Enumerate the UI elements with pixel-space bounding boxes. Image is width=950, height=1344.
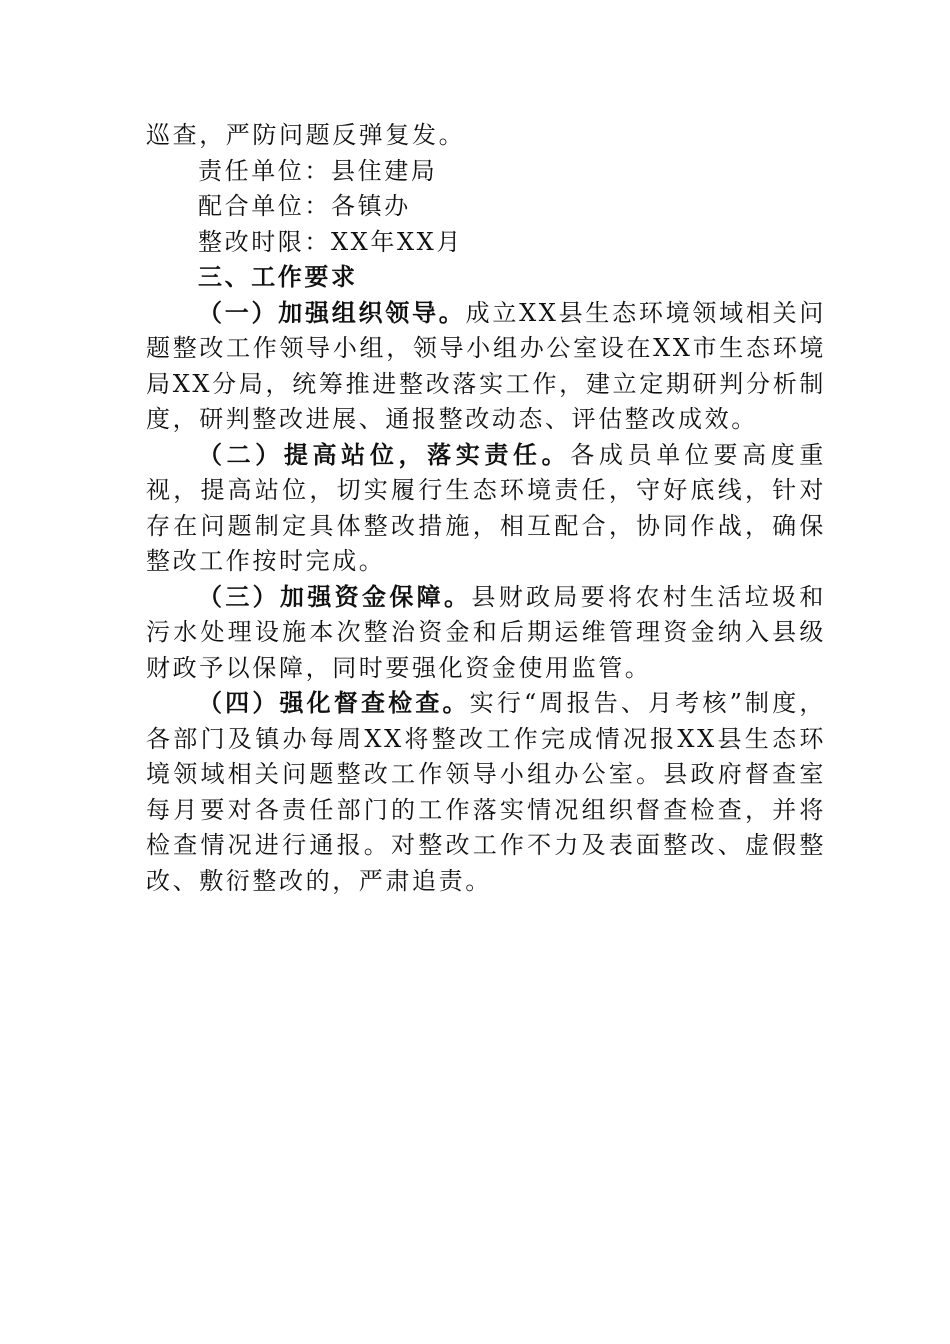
requirement-lead: （一）加强组织领导。 (198, 298, 466, 327)
requirement-paragraph (146, 580, 826, 687)
requirement-body: 实行“周报告、月考核”制度，各部门及镇办每周XX将整改工作完成情况报XX县生态环境领域相关问题整改工作领导小组办公室。县政府督查室每月要对各责任部门的工作落实情况组织督查检查，并将检查情况进行通报。对整改工作不力及表面整改、虚假整改、敷衍整改的，严肃追责。 (146, 689, 826, 895)
requirement-body: 各成员单位要高度重视，提高站位，切实履行生态环境责任，守好底线，针对存在问题制定具体整改措施，相互配合，协同作战，确保整改工作按时完成。 (146, 440, 826, 575)
requirement-body: 县财政局要将农村生活垃圾和污水处理设施本次整治资金和后期运维管理资金纳入县级财政予以保障，同时要强化资金使用监管。 (146, 582, 826, 682)
requirement-lead: （三）加强资金保障。 (198, 582, 472, 611)
requirement-body: 成立XX县生态环境领域相关问题整改工作领导小组，领导小组办公室设在XX市生态环境局XX分局，统筹推进整改落实工作，建立定期研判分析制度，研判整改进展、通报整改动态、评估整改成效。 (146, 298, 826, 433)
cooperating-unit: 配合单位：各镇办 (198, 192, 411, 220)
document-body (146, 118, 826, 899)
requirement-paragraph (146, 686, 826, 899)
requirement-paragraph (146, 296, 826, 438)
section-heading: 三、工作要求 (198, 263, 358, 291)
continuation-text: 巡查，严防问题反弹复发。 (146, 121, 466, 149)
requirement-lead: （二）提高站位，落实责任。 (198, 440, 571, 469)
requirement-lead: （四）强化督查检查。 (198, 689, 470, 717)
responsible-unit: 责任单位：县住建局 (198, 156, 438, 185)
rectification-deadline: 整改时限：XX年XX月 (198, 227, 463, 256)
requirement-paragraph (146, 438, 826, 580)
